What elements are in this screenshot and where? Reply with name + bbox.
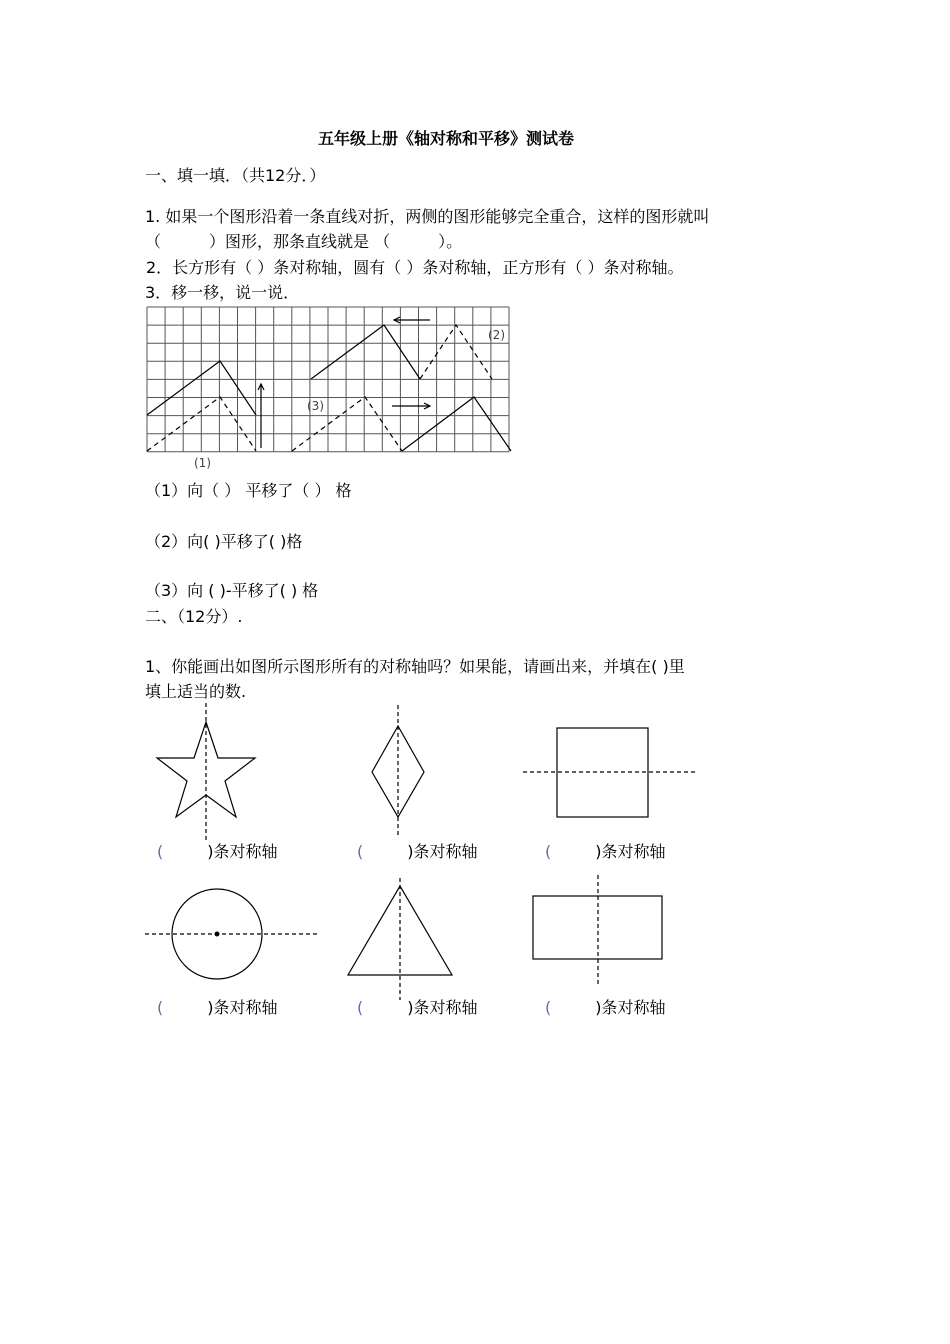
shape-2-original — [311, 325, 420, 379]
paren-close: ) — [207, 842, 214, 861]
paren-close: ) — [595, 842, 602, 861]
section2-question-line1: 1、你能画出如图所示图形所有的对称轴吗？如果能，请画出来，并填在( )里 — [145, 657, 685, 676]
shape-2-moved — [420, 325, 492, 379]
caption-text: 条对称轴 — [213, 842, 278, 861]
label-shape-1: (1) — [194, 456, 211, 470]
question-1-line2: （ ）图形，那条直线就是 （ ）。 — [145, 232, 463, 251]
caption-text: 条对称轴 — [413, 998, 478, 1017]
translation-grid-figure — [140, 300, 520, 470]
question-2: 2．长方形有（ ）条对称轴，圆有（ ）条对称轴，正方形有（ ）条对称轴。 — [146, 258, 684, 277]
caption-triangle — [357, 998, 478, 1018]
caption-text: 条对称轴 — [413, 842, 478, 861]
paren-close: ) — [407, 998, 414, 1017]
caption-rectangle — [545, 998, 666, 1018]
section2-question-line2: 填上适当的数. — [145, 682, 247, 701]
answer-2: （2）向( )平移了( )格 — [145, 532, 303, 551]
caption-text: 条对称轴 — [601, 842, 666, 861]
section1-heading: 一、填一填．（共12分．） — [145, 166, 326, 185]
circle-center — [215, 932, 220, 937]
caption-circle — [157, 998, 278, 1018]
paren-open: ( — [545, 842, 552, 861]
answer-3: （3）向 ( )-平移了( ) 格 — [145, 581, 319, 600]
caption-square — [545, 842, 666, 862]
paren-open: ( — [357, 842, 364, 861]
paren-open: ( — [157, 998, 164, 1017]
paren-close: ) — [207, 998, 214, 1017]
caption-star — [157, 842, 278, 862]
question-1-line1: 1. 如果一个图形沿着一条直线对折，两侧的图形能够完全重合，这样的图形就叫 — [145, 207, 710, 226]
answer-1: （1）向（ ） 平移了（ ） 格 — [145, 481, 352, 500]
paren-open: ( — [357, 998, 364, 1017]
caption-rhombus — [357, 842, 478, 862]
label-shape-3: (3) — [307, 399, 324, 413]
section2-heading: 二、（12分）. — [145, 607, 243, 626]
grid-lines — [147, 307, 509, 452]
question-3: 3．移一移，说一说． — [145, 283, 300, 302]
paren-close: ) — [595, 998, 602, 1017]
page-title: 五年级上册《轴对称和平移》测试卷 — [318, 129, 575, 148]
caption-text: 条对称轴 — [601, 998, 666, 1017]
paren-open: ( — [157, 842, 164, 861]
paren-open: ( — [545, 998, 552, 1017]
paren-close: ) — [407, 842, 414, 861]
label-shape-2: (2) — [488, 328, 505, 342]
symmetry-shapes — [0, 700, 950, 1044]
caption-text: 条对称轴 — [213, 998, 278, 1017]
